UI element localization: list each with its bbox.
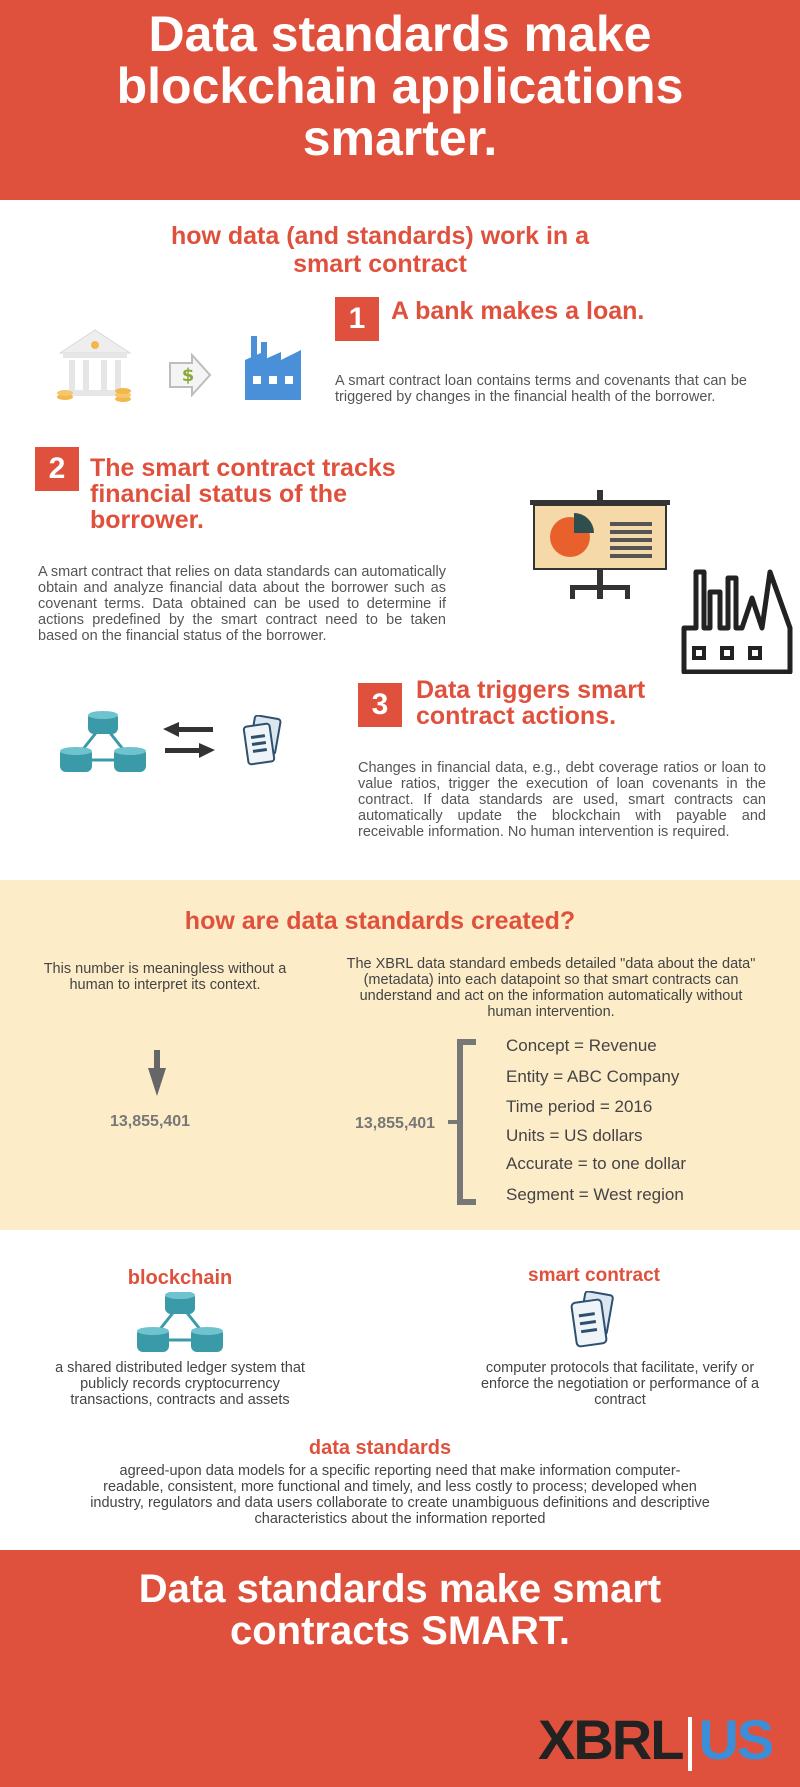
down-arrow-icon	[148, 1050, 166, 1096]
step-1-text: A smart contract loan contains terms and covenants that can be triggered by changes in the financial health of the borrower.	[335, 373, 747, 405]
step-2-title-line-2: financial status of the	[90, 480, 347, 508]
step-3-title	[416, 677, 776, 729]
metadata-entity: Entity = ABC Company	[506, 1067, 680, 1086]
smart-contract-icon	[568, 1291, 618, 1353]
page-title	[0, 8, 800, 164]
step-3-title-line-2: contract actions.	[416, 702, 617, 730]
footer-title	[0, 1568, 800, 1652]
smart-contract-definition-text: computer protocols that facilitate, verify or enforce the negotiation or performance of a contract	[480, 1360, 760, 1408]
data-standards-definition-title: data standards	[308, 1437, 452, 1459]
page-title-line-3: smarter.	[302, 110, 498, 166]
standards-section-title: how are data standards created?	[184, 907, 576, 935]
blockchain-definition-title: blockchain	[127, 1267, 233, 1289]
metadata-concept: Concept = Revenue	[506, 1036, 657, 1055]
standards-right-text: The XBRL data standard embeds detailed "data about the data" (metadata) into each datapoint so that smart contracts can understand and act on the information automatically without human intervention.	[346, 956, 756, 1020]
svg-text:$: $	[181, 365, 195, 386]
smart-contract-definition-title: smart contract	[528, 1265, 660, 1286]
xbrl-us-logo	[538, 1710, 772, 1770]
page-title-line-2: blockchain applications	[116, 58, 684, 114]
factory-outline-icon	[680, 568, 794, 674]
standards-left-text: This number is meaningless without a human to interpret its context.	[43, 961, 287, 993]
logo-xbrl-text: XBRL	[538, 1708, 683, 1771]
footer-title-line-2: contracts SMART.	[229, 1609, 571, 1653]
footer-title-line-1: Data standards make smart	[138, 1567, 662, 1611]
step-3-number: 3	[358, 683, 402, 727]
presentation-chart-icon	[530, 490, 670, 610]
step-3-text: Changes in financial data, e.g., debt coverage ratios or loan to value ratios, trigger the execution of loan covenants in the contract. If data standards are used, smart contracts can automatically update the blockchain with payable and receivable information. No human intervention is required.	[358, 760, 766, 840]
step-2-title-line-1: The smart contract tracks	[90, 454, 396, 482]
step-2-text: A smart contract that relies on data standards can automatically obtain and analyze financial data about the borrower such as covenant terms. Data obtained can be used to determine if actions predefined by the smart contract need to be taken based on the financial status of the borrower.	[38, 564, 446, 644]
blockchain-definition-text: a shared distributed ledger system that publicly records cryptocurrency transactions, contracts and assets	[55, 1360, 305, 1408]
logo-divider	[688, 1717, 692, 1771]
step-1-title: A bank makes a loan.	[391, 297, 645, 325]
number-with-metadata: 13,855,401	[355, 1115, 436, 1132]
page-title-line-1: Data standards make	[148, 6, 652, 62]
intro-subtitle-line-1: how data (and standards) work in a	[170, 222, 590, 250]
contract-document-icon	[242, 715, 282, 771]
step-1-number: 1	[335, 297, 379, 341]
metadata-time-period: Time period = 2016	[506, 1097, 653, 1116]
step-2-title-line-3: borrower.	[90, 506, 204, 534]
number-without-context: 13,855,401	[110, 1113, 191, 1130]
logo-us-text: US	[698, 1708, 773, 1771]
blockchain-icon	[135, 1292, 225, 1354]
step-2-number: 2	[35, 447, 79, 491]
blockchain-network-icon	[58, 710, 148, 776]
dollar-arrow-icon	[168, 353, 212, 397]
factory-icon	[243, 332, 303, 402]
data-standards-definition-text: agreed-upon data models for a specific reporting need that make information computer-readable, consistent, more functional and timely, and less costly to process; developed when industry, regulators and data users collaborate to create unambiguous definitions and descriptive characteristics about the information reported	[90, 1463, 710, 1527]
intro-subtitle	[0, 222, 760, 278]
metadata-accuracy: Accurate = to one dollar	[506, 1154, 687, 1173]
step-3-title-line-1: Data triggers smart	[416, 676, 646, 704]
intro-subtitle-line-2: smart contract	[293, 250, 467, 278]
bank-icon	[55, 325, 135, 405]
metadata-units: Units = US dollars	[506, 1126, 643, 1145]
metadata-bracket	[448, 1038, 488, 1206]
exchange-arrows-icon	[163, 720, 215, 760]
metadata-segment: Segment = West region	[506, 1185, 684, 1204]
step-2-title	[90, 455, 490, 533]
